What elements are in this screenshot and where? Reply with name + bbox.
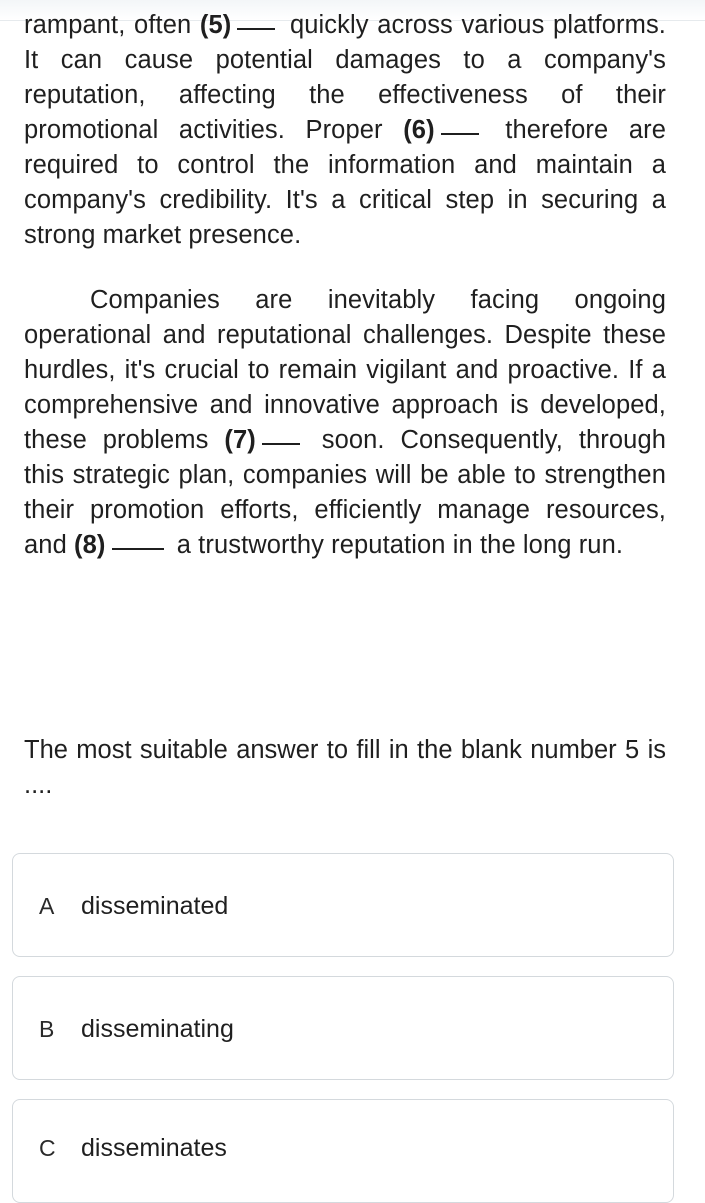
passage-text: rampant, often — [24, 11, 192, 39]
blank-number-6: (6) — [403, 116, 435, 144]
passage-text: a trustworthy reputation in the long run. — [176, 531, 624, 559]
option-text: disseminates — [81, 1134, 227, 1162]
blank-number-8: (8) — [74, 531, 106, 559]
question-text: The most suitable answer to fill in the blank number 5 is .... — [24, 736, 666, 799]
blank-line-7 — [262, 443, 300, 445]
reading-passage — [24, 8, 666, 563]
option-text: disseminating — [81, 1015, 234, 1043]
answer-option-c[interactable] — [12, 1099, 674, 1203]
option-letter: C — [39, 1135, 56, 1161]
passage-text: quickly across various platforms. It can cause potential damages to a company's reputation, affecting the effectiveness of their promotional activities. Proper — [24, 11, 666, 144]
blank-line-6 — [441, 133, 479, 135]
answer-option-b[interactable] — [12, 976, 674, 1080]
option-letter: A — [39, 893, 55, 919]
passage-text: soon. Consequently, through this strategic plan, companies will be able to strengthen their promotion efforts, efficiently manage resources, and — [24, 426, 667, 559]
option-letter: B — [39, 1016, 55, 1042]
blank-number-7: (7) — [224, 426, 256, 454]
passage-paragraph-2 — [24, 283, 666, 563]
passage-text: therefore are required to control the information and maintain a company's credibility. It's a critical step in securing a strong market presence. — [24, 116, 666, 249]
passage-paragraph-1 — [24, 8, 666, 253]
blank-number-5: (5) — [199, 11, 232, 39]
passage-text: Companies are inevitably facing ongoing operational and reputational challenges. Despite these hurdles, it's crucial to remain vigilant and proactive. If a comprehensive and innovative approach is developed, these problems — [24, 286, 666, 454]
blank-line-5 — [237, 28, 275, 30]
blank-line-8 — [112, 548, 164, 550]
option-text: disseminated — [81, 892, 229, 920]
answer-option-a[interactable] — [12, 853, 674, 957]
